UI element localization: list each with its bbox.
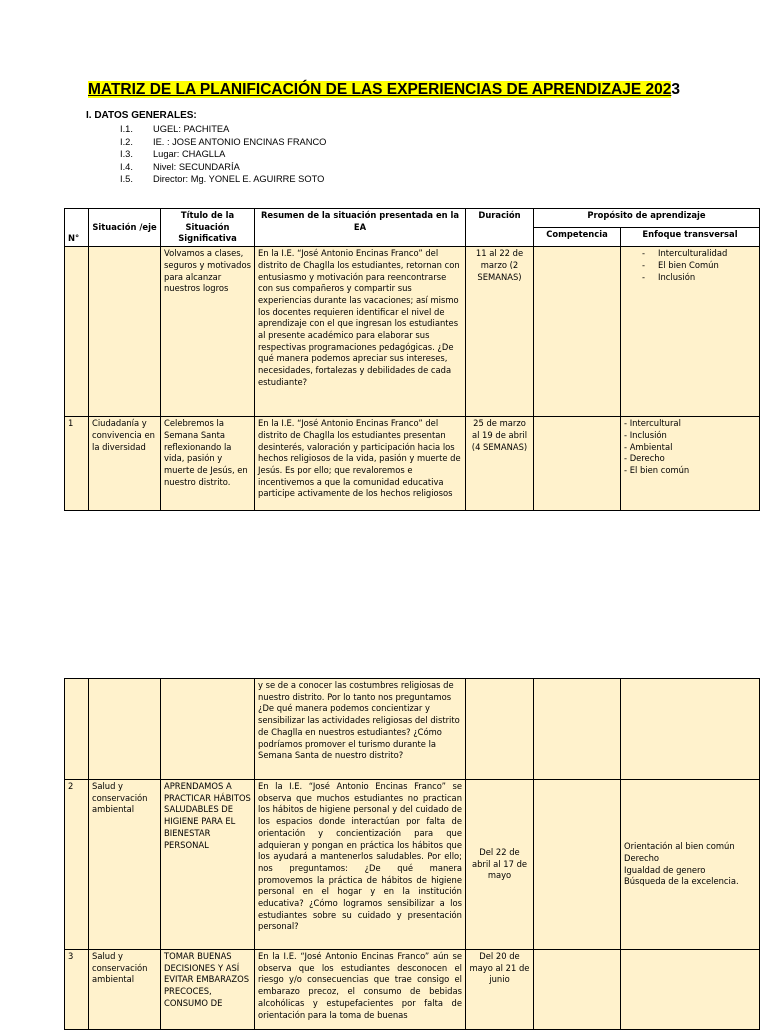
table-row — [65, 780, 760, 950]
datos-item-num: I.5. — [120, 174, 133, 184]
cell-titulo: Celebremos la Semana Santa reflexionando la vida, pasión y muerte de Jesús, en nuestro distrito. — [161, 417, 255, 511]
cell-competencia — [534, 950, 621, 1030]
cell-competencia — [534, 780, 621, 950]
cell-duracion: 25 de marzo al 19 de abril (4 SEMANAS) — [466, 417, 534, 511]
table-row — [65, 679, 760, 780]
cell-enfoque — [621, 247, 760, 417]
cell-enfoque — [621, 950, 760, 1030]
cell-num — [65, 679, 89, 780]
enfoque-item: - Inclusión — [624, 430, 756, 442]
datos-item — [120, 173, 326, 186]
datos-item-text: Director: Mg. YONEL E. AGUIRRE SOTO — [153, 174, 325, 184]
cell-competencia — [534, 247, 621, 417]
datos-item-num: I.2. — [120, 136, 133, 147]
header-resumen: Resumen de la situación presentada en la EA — [255, 209, 466, 247]
header-competencia: Competencia — [534, 228, 621, 247]
cell-titulo: APRENDAMOS A PRACTICAR HÁBITOS SALUDABLES DE HIGIENE PARA EL BIENESTAR PERSONAL — [161, 780, 255, 950]
cell-titulo: Volvamos a clases, seguros y motivados para alcanzar nuestros logros — [161, 247, 255, 417]
datos-item-text: Lugar: CHAGLLA — [153, 149, 226, 159]
enfoque-item: - Intercultural — [624, 418, 756, 430]
enfoque-item: - El bien común — [624, 465, 756, 477]
cell-titulo — [161, 679, 255, 780]
datos-item — [120, 148, 326, 161]
cell-duracion — [466, 679, 534, 780]
cell-duracion: 11 al 22 de marzo (2 SEMANAS) — [466, 247, 534, 417]
datos-item-text: UGEL: PACHITEA — [153, 124, 230, 134]
cell-titulo: TOMAR BUENAS DECISIONES Y ASÍ EVITAR EMBARAZOS PRECOCES, CONSUMO DE — [161, 950, 255, 1030]
table-row — [65, 950, 760, 1030]
enfoque-item: - Ambiental — [624, 442, 756, 454]
cell-situacion: Salud y conservación ambiental — [89, 780, 161, 950]
enfoque-item: - Inclusión — [642, 272, 756, 284]
cell-num: 3 — [65, 950, 89, 1030]
cell-situacion — [89, 679, 161, 780]
cell-resumen: En la I.E. “José Antonio Encinas Franco” del distrito de Chaglla los estudiantes presentan desinterés, valoración y participación hacia los hechos religiosos de la vida, pasión y muerte de Jesús. Es por ello; que revaloremos e incentivemos a que la comunidad educativa participe activamente de los hechos religiosos — [255, 417, 466, 511]
cell-num: 1 — [65, 417, 89, 511]
title-main: MATRIZ DE LA PLANIFICACIÓN DE LAS EXPERIENCIAS DE APRENDIZAJE 202 — [88, 81, 672, 98]
enfoque-list — [624, 418, 756, 477]
header-situacion: Situación /eje — [89, 209, 161, 247]
enfoque-list — [624, 248, 756, 283]
enfoque-item: - Derecho — [624, 453, 756, 465]
table-row — [65, 417, 760, 511]
datos-item-num: I.1. — [120, 124, 133, 134]
datos-item-num: I.4. — [120, 161, 133, 172]
cell-enfoque: Orientación al bien común Derecho Igualdad de genero Búsqueda de la excelencia. — [621, 780, 760, 950]
datos-item-text: Nivel: SECUNDARÍA — [153, 161, 240, 172]
header-enfoque: Enfoque transversal — [621, 228, 760, 247]
header-proposito: Propósito de aprendizaje — [534, 209, 760, 228]
cell-enfoque — [621, 679, 760, 780]
cell-duracion: Del 20 de mayo al 21 de junio — [466, 950, 534, 1030]
datos-item — [120, 123, 326, 136]
header-titulo: Título de la Situación Significativa — [161, 209, 255, 247]
cell-situacion: Salud y conservación ambiental — [89, 950, 161, 1030]
cell-duracion: Del 22 de abril al 17 de mayo — [466, 780, 534, 950]
cell-competencia — [534, 417, 621, 511]
datos-item — [120, 136, 326, 149]
cell-num: 2 — [65, 780, 89, 950]
datos-generales-list — [120, 123, 326, 186]
cell-enfoque — [621, 417, 760, 511]
cell-resumen: En la I.E. “José Antonio Encinas Franco” aún se observa que los estudiantes desconocen el riesgo y/o consecuencias que trae consigo el embarazo precoz, el consumo de bebidas alcohólicas y estupefacientes por falta de orientación para la toma de buenas — [255, 950, 466, 1030]
cell-situacion — [89, 247, 161, 417]
planning-matrix-table — [64, 208, 760, 511]
datos-item-text: IE. : JOSE ANTONIO ENCINAS FRANCO — [153, 136, 327, 147]
table-row — [65, 247, 760, 417]
enfoque-item: - El bien Común — [642, 260, 756, 272]
page-title — [88, 80, 680, 100]
header-duracion: Duración — [466, 209, 534, 247]
cell-resumen: y se de a conocer las costumbres religiosas de nuestro distrito. Por lo tanto nos preguntamos ¿De qué manera podemos concientizar y sensibilizar las actividades religiosas del distrito de Chaglla en nuestros estudiantes? ¿Cómo podríamos promover el turismo durante la Semana Santa de nuestro distrito? — [255, 679, 466, 780]
cell-resumen: En la I.E. “José Antonio Encinas Franco” se observa que muchos estudiantes no practican los hábitos de higiene personal y del cuidado de los espacios donde interactúan por falta de orientación y concientización para que adquieran y pongan en práctica los hábitos que los ayudará a mantenerlos saludables. Por ello; nos preguntamos: ¿De qué manera promovemos la práctica de hábitos de higiene personal en el hogar y en la institución educativa? ¿Cómo logramos sensibilizar a los estudiantes sobre su cuidado y presentación personal? — [255, 780, 466, 950]
datos-item — [120, 161, 326, 174]
header-num: N° — [65, 209, 89, 247]
enfoque-item: - Interculturalidad — [642, 248, 756, 260]
cell-competencia — [534, 679, 621, 780]
datos-item-num: I.3. — [120, 149, 133, 159]
planning-matrix-table-continued — [64, 678, 760, 1030]
datos-generales-heading: I. DATOS GENERALES: — [86, 110, 197, 121]
cell-num — [65, 247, 89, 417]
cell-situacion: Ciudadanía y convivencia en la diversidad — [89, 417, 161, 511]
cell-resumen: En la I.E. “José Antonio Encinas Franco” del distrito de Chaglla los estudiantes, retornan con entusiasmo y motivación para reencontrarse con sus compañeros y compartir sus experiencias durante las vacaciones; así mismo los docentes requieren identificar el nivel de aprendizaje con el que ingresan los estudiantes al presente académico para elaborar sus respectivas programaciones pedagógicas. ¿De qué manera podemos apreciar sus intereses, necesidades, fortalezas y debilidades de cada estudiante? — [255, 247, 466, 417]
title-suffix: 3 — [671, 81, 680, 98]
